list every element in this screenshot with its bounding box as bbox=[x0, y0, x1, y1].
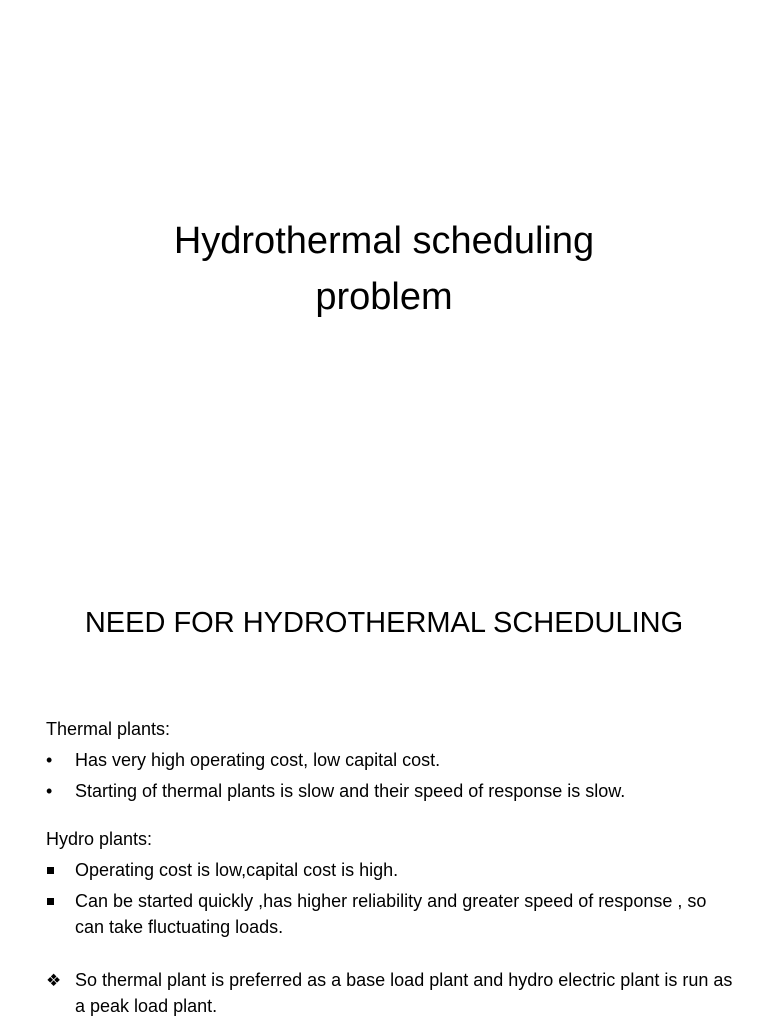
hydro-plants-list bbox=[46, 857, 736, 940]
list-item bbox=[46, 857, 736, 883]
title-line-1: Hydrothermal scheduling bbox=[173, 220, 595, 263]
bullet-dot-icon bbox=[46, 778, 66, 804]
list-item-text: Has very high operating cost, low capital cost. bbox=[75, 750, 441, 770]
list-item bbox=[46, 967, 736, 1019]
slide-title bbox=[0, 213, 768, 325]
title-line-2: problem bbox=[315, 276, 453, 319]
bullet-square-icon bbox=[46, 857, 66, 883]
slide-content bbox=[46, 716, 736, 1019]
list-item bbox=[46, 778, 736, 804]
conclusion-list bbox=[46, 967, 736, 1019]
list-item-text: Starting of thermal plants is slow and their speed of response is slow. bbox=[75, 781, 626, 801]
bullet-diamond-icon bbox=[46, 967, 66, 994]
list-item-text: Operating cost is low,capital cost is high. bbox=[75, 860, 399, 880]
slide-divider bbox=[0, 575, 768, 576]
thermal-plants-label: Thermal plants: bbox=[46, 719, 171, 739]
thermal-plants-list bbox=[46, 747, 736, 804]
slide-heading: NEED FOR HYDROTHERMAL SCHEDULING bbox=[84, 607, 684, 639]
hydro-plants-label: Hydro plants: bbox=[46, 829, 153, 849]
conclusion-text: So thermal plant is preferred as a base load plant and hydro electric plant is run as a peak load plant. bbox=[75, 970, 733, 1016]
list-item-text: Can be started quickly ,has higher reliability and greater speed of response , so can take fluctuating loads. bbox=[75, 891, 707, 937]
bullet-square-icon bbox=[46, 888, 66, 914]
list-item bbox=[46, 747, 736, 773]
bullet-dot-icon bbox=[46, 747, 66, 773]
list-item bbox=[46, 888, 736, 940]
